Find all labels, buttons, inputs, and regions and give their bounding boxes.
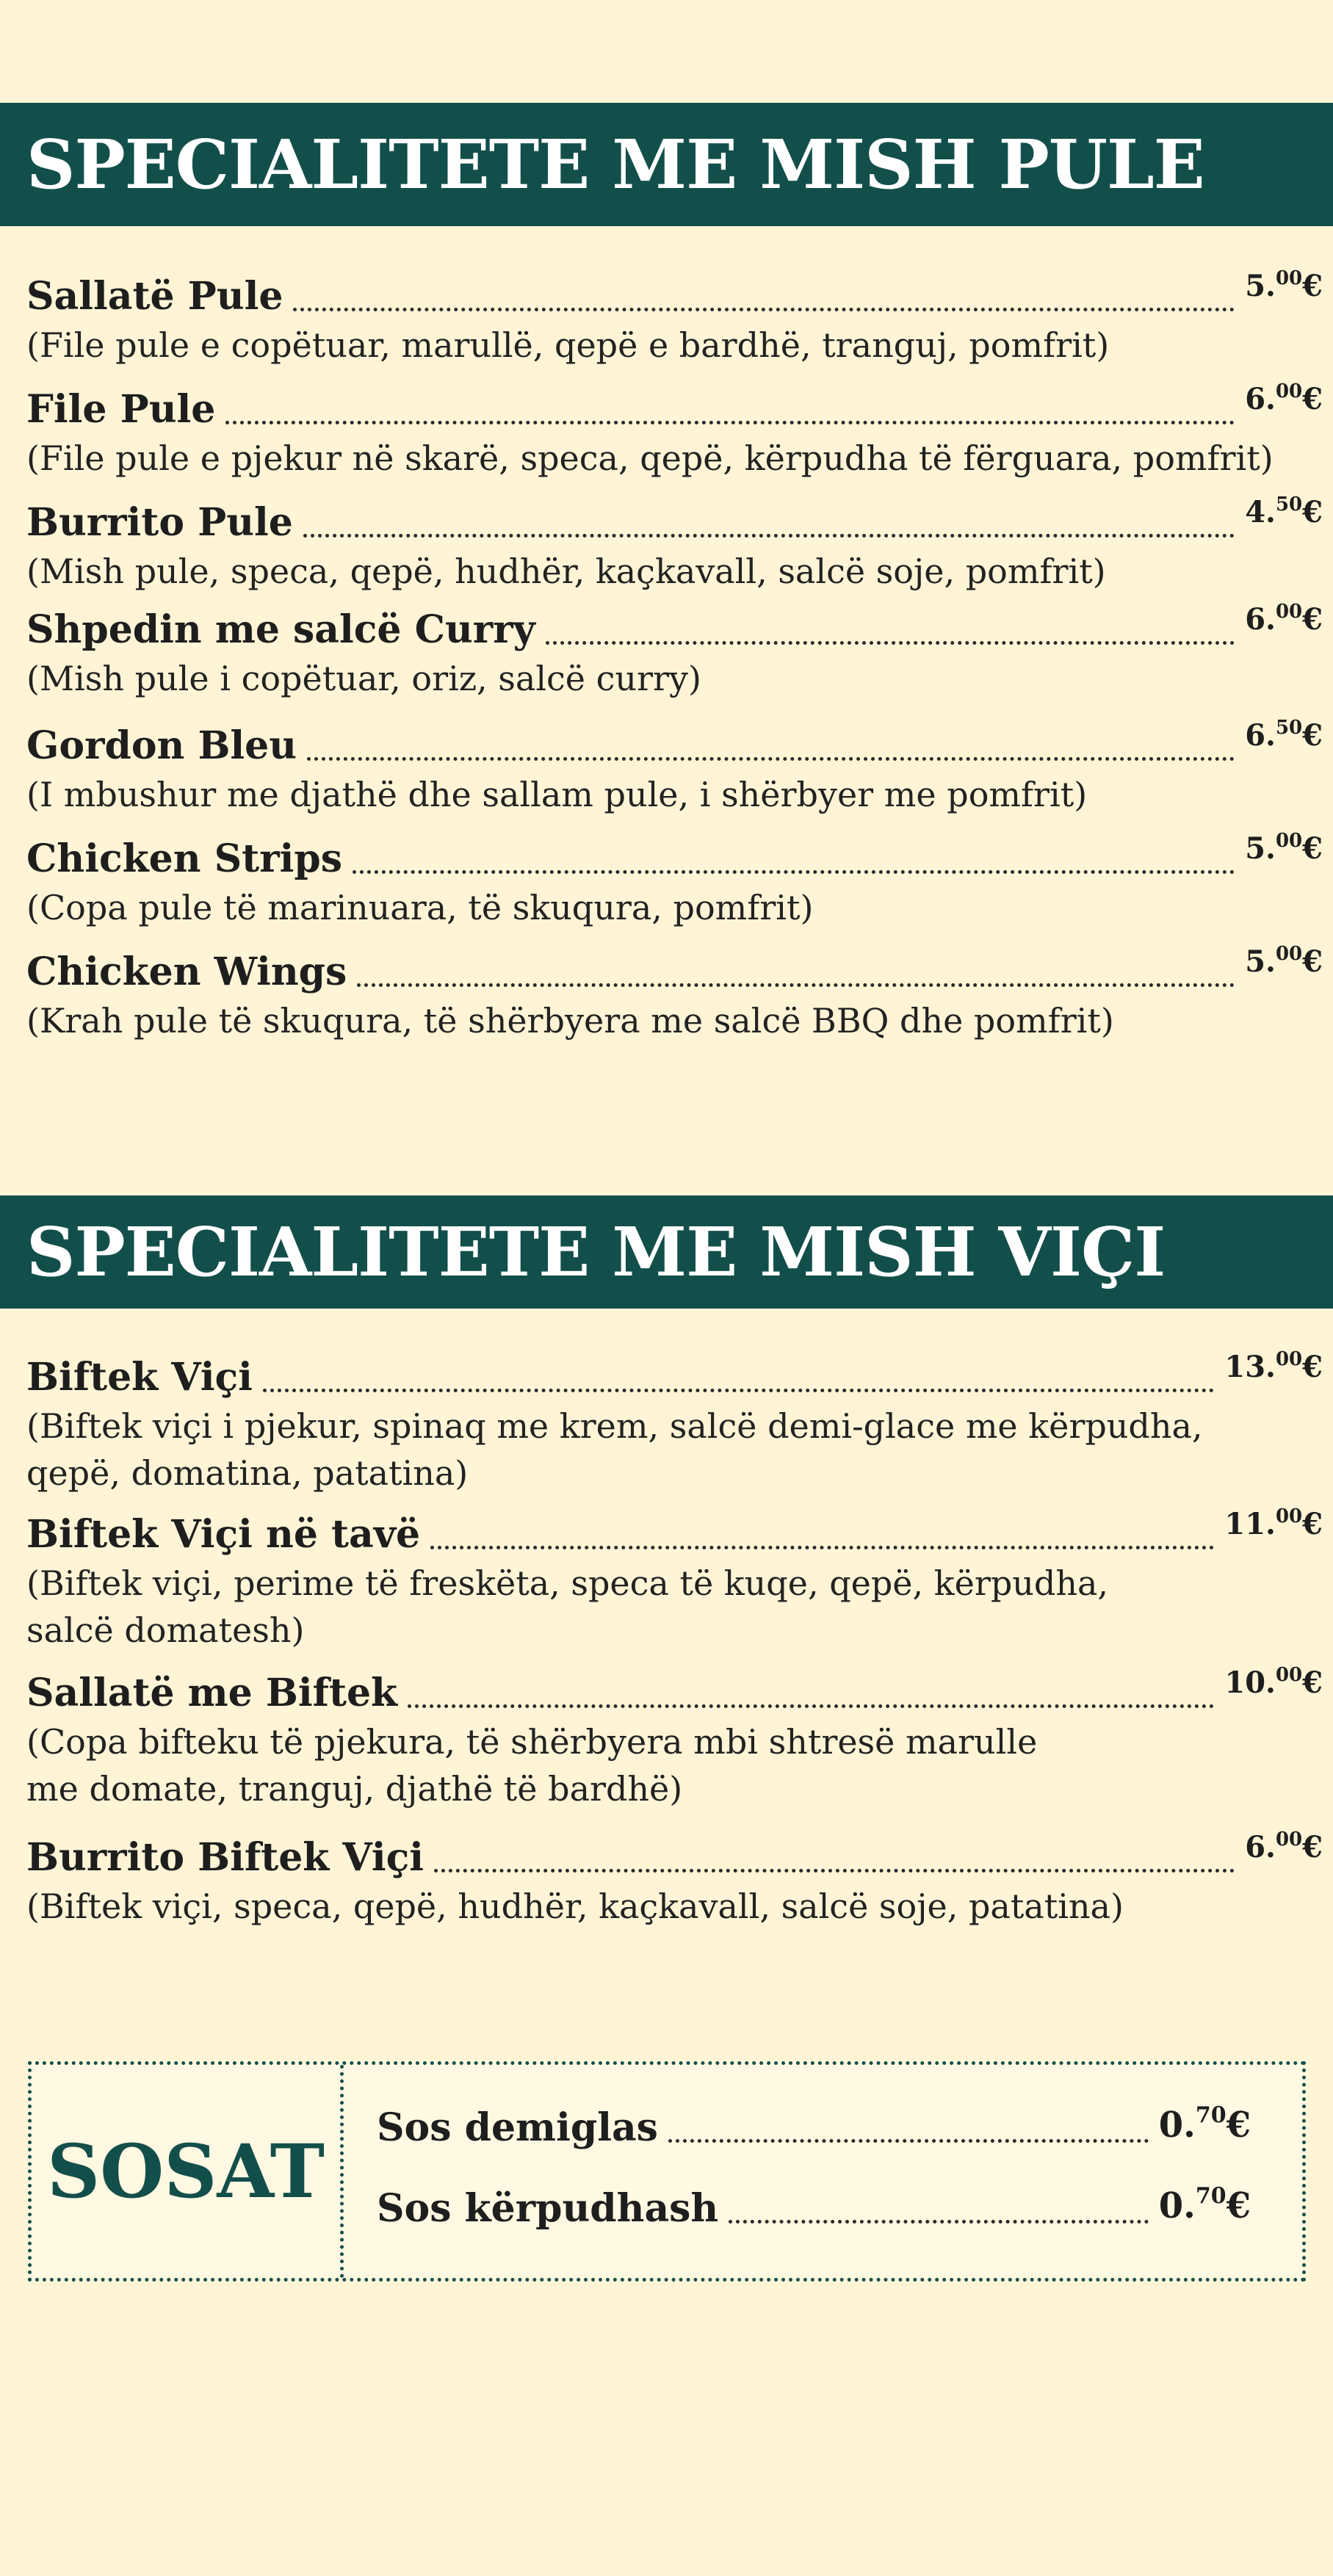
dotted-leader: [729, 2220, 1149, 2224]
sauce-price: 0.70€: [1158, 2183, 1251, 2226]
sauce-price: 0.70€: [1158, 2102, 1251, 2146]
dotted-leader: [303, 534, 1235, 538]
menu-item: [26, 493, 1323, 595]
item-description: (I mbushur me djathë dhe sallam pule, i shërbyer me pomfrit): [26, 775, 1088, 814]
item-price: 5.00€: [1245, 267, 1323, 303]
item-name: Chicken Wings: [26, 949, 347, 994]
item-name: File Pule: [26, 387, 216, 432]
item-name: Gordon Bleu: [26, 723, 297, 768]
item-description: (File pule e copëtuar, marullë, qepë e bardhë, tranguj, pomfrit): [26, 325, 1110, 365]
item-description: (Copa pule të marinuara, të skuqura, pomfrit): [26, 888, 814, 927]
item-price: 11.00€: [1224, 1505, 1323, 1541]
dotted-divider: [340, 2065, 344, 2278]
sauce-name: Sos demiglas: [377, 2105, 658, 2150]
item-description: (Mish pule i copëtuar, oriz, salcë curry): [26, 659, 701, 698]
item-description: (Biftek viçi i pjekur, spinaq me krem, salcë demi-glace me kërpudha, qepë, domatina, patatina): [26, 1406, 1203, 1493]
dotted-leader: [430, 1546, 1214, 1549]
dotted-leader: [357, 983, 1235, 987]
item-name: Biftek Viçi: [26, 1355, 253, 1400]
item-price: 4.50€: [1245, 493, 1323, 529]
item-name: Biftek Viçi në tavë: [26, 1512, 421, 1557]
item-name: Sallatë Pule: [26, 274, 283, 319]
item-description: (Biftek viçi, perime të freskëta, speca të kuqe, qepë, kërpudha, salcë domatesh): [26, 1563, 1109, 1650]
dotted-leader: [353, 870, 1235, 874]
item-price: 6.00€: [1245, 380, 1323, 416]
item-name: Burrito Biftek Viçi: [26, 1835, 425, 1880]
menu-item: [26, 830, 1323, 931]
item-price: 5.00€: [1245, 943, 1323, 979]
item-name: Sallatë me Biftek: [26, 1671, 398, 1715]
sauces-box: [28, 2061, 1306, 2282]
dotted-leader: [546, 641, 1235, 645]
menu-item: [26, 1664, 1323, 1812]
menu-item: [26, 717, 1323, 818]
item-description: (Copa bifteku të pjekura, të shërbyera mbi shtresë marulle me domate, tranguj, djathë të bardhë): [26, 1722, 1038, 1809]
item-name: Burrito Pule: [26, 500, 293, 545]
sauce-item: [377, 2102, 1251, 2153]
item-name: Shpedin me salcë Curry: [26, 607, 535, 652]
chicken-section-title: SPECIALITETE ME MISH PULE: [0, 103, 1333, 226]
menu-item: [26, 380, 1323, 482]
dotted-leader: [668, 2139, 1149, 2143]
sauce-item: [377, 2182, 1251, 2234]
sauces-title: SOSAT: [46, 2128, 325, 2215]
item-price: 6.50€: [1245, 717, 1323, 753]
item-description: (Krah pule të skuqura, të shërbyera me salcë BBQ dhe pomfrit): [26, 1001, 1114, 1041]
dotted-leader: [225, 421, 1235, 424]
item-description: (File pule e pjekur në skarë, speca, qepë, kërpudha të fërguara, pomfrit): [26, 438, 1274, 478]
item-description: (Biftek viçi, speca, qepë, hudhër, kaçkavall, salcë soje, patatina): [26, 1886, 1124, 1926]
dotted-leader: [434, 1869, 1235, 1873]
dotted-leader: [307, 757, 1235, 761]
menu-item: [26, 1348, 1323, 1497]
item-price: 5.00€: [1245, 830, 1323, 866]
item-price: 13.00€: [1224, 1348, 1323, 1384]
item-price: 10.00€: [1224, 1664, 1323, 1700]
menu-item: [26, 1505, 1323, 1654]
item-price: 6.00€: [1245, 601, 1323, 637]
dotted-leader: [408, 1704, 1214, 1708]
item-name: Chicken Strips: [26, 836, 342, 881]
item-price: 6.00€: [1245, 1828, 1323, 1864]
menu-item: [26, 601, 1323, 702]
dotted-leader: [263, 1389, 1214, 1392]
sauce-name: Sos kërpudhash: [377, 2186, 719, 2231]
item-description: (Mish pule, speca, qepë, hudhër, kaçkavall, salcë soje, pomfrit): [26, 551, 1106, 591]
menu-item: [26, 1828, 1323, 1930]
menu-item: [26, 943, 1323, 1044]
menu-item: [26, 267, 1323, 369]
dotted-leader: [293, 308, 1235, 311]
beef-section-title: SPECIALITETE ME MISH VIÇI: [0, 1195, 1333, 1309]
